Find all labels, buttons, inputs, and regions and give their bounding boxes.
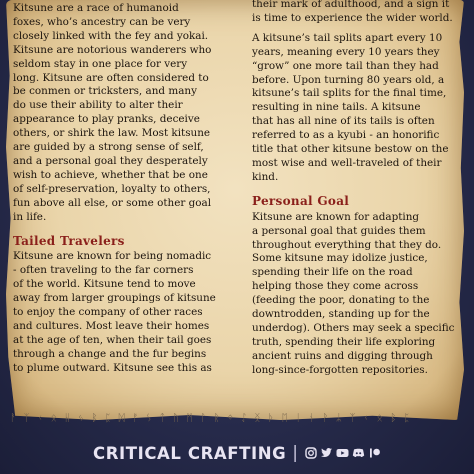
personal-goal-heading: Personal Goal xyxy=(252,193,350,208)
twitter-icon[interactable] xyxy=(320,447,333,460)
instagram-icon[interactable] xyxy=(304,447,317,460)
discord-icon[interactable] xyxy=(352,447,365,460)
footer-separator: | xyxy=(292,443,299,463)
personal-goal-paragraph: Kitsune are known for adapting a personal goal that guides them throughout everything that they do. Some kitsune may idolize justice, spending their life on the road helping those they come across (feeding the poor, donating to the downtrodden, standing up for the underdog). Others may seek a specific truth, spending their life exploring ancient ruins and digging through long-since-forgotten repositories. xyxy=(252,210,455,376)
patreon-icon[interactable] xyxy=(368,447,381,460)
intro-paragraph: Kitsune are a race of humanoid foxes, who’s ancestry can be very closely linked with the fey and yokai. Kitsune are notorious wanderers who seldom stay in one place for very long. Kitsune are often considered to be conmen or tricksters, and many do use their ability to alter their appearance to play pranks, deceive others, or shirk the law. Most kitsune are guided by a strong sense of self, and a personal goal they desperately wish to achieve, whether that be one of self-preservation, loyalty to others, fun above all else, or some other goal in life. xyxy=(13,2,212,223)
tailed-travelers-heading: Tailed Travelers xyxy=(13,233,125,248)
brand-name[interactable]: CRITICAL CRAFTING xyxy=(92,443,287,463)
footer xyxy=(0,438,474,468)
continuation-paragraph: their mark of adulthood, and a sign it is time to experience the wider world. xyxy=(252,0,453,24)
left-column xyxy=(13,2,233,382)
tails-paragraph: A kitsune’s tail splits apart every 10 years, meaning every 10 years they “grow” one more tail than they had before. Upon turning 80 years old, a kitsune’s tail splits for the final time, resulting in nine tails. A kitsune that has all nine of its tails is often referred to as a kyubi - an honorific title that other kitsune bestow on the most wise and well-traveled of their kind. xyxy=(252,31,449,183)
youtube-icon[interactable] xyxy=(336,447,349,460)
social-links xyxy=(304,447,381,460)
tailed-travelers-paragraph: Kitsune are known for being nomadic - often traveling to the far corners of the world. Kitsune tend to move away from larger groupings of kitsune to enjoy the company of other races and cultures. Most leave their homes at the age of ten, when their tail goes through a change and the fur begins to plume outward. Kitsune see this as xyxy=(13,250,216,374)
rune-border: ᚨ ᛉ ᚲ ᛟ ᚺ ᛃ ᛒ ᛈ ᛞ ᚠ ᛊ ᛏ ᚢ ᛗ ᛚ ᚱ ᛜ ᛇ ᛝ ᚦ ᛖ ᛁ ᚾ ᚹ ᛦ ᛉ ᚲ ᛟ ᛒ ᛈ xyxy=(10,413,412,424)
right-column xyxy=(252,0,462,384)
